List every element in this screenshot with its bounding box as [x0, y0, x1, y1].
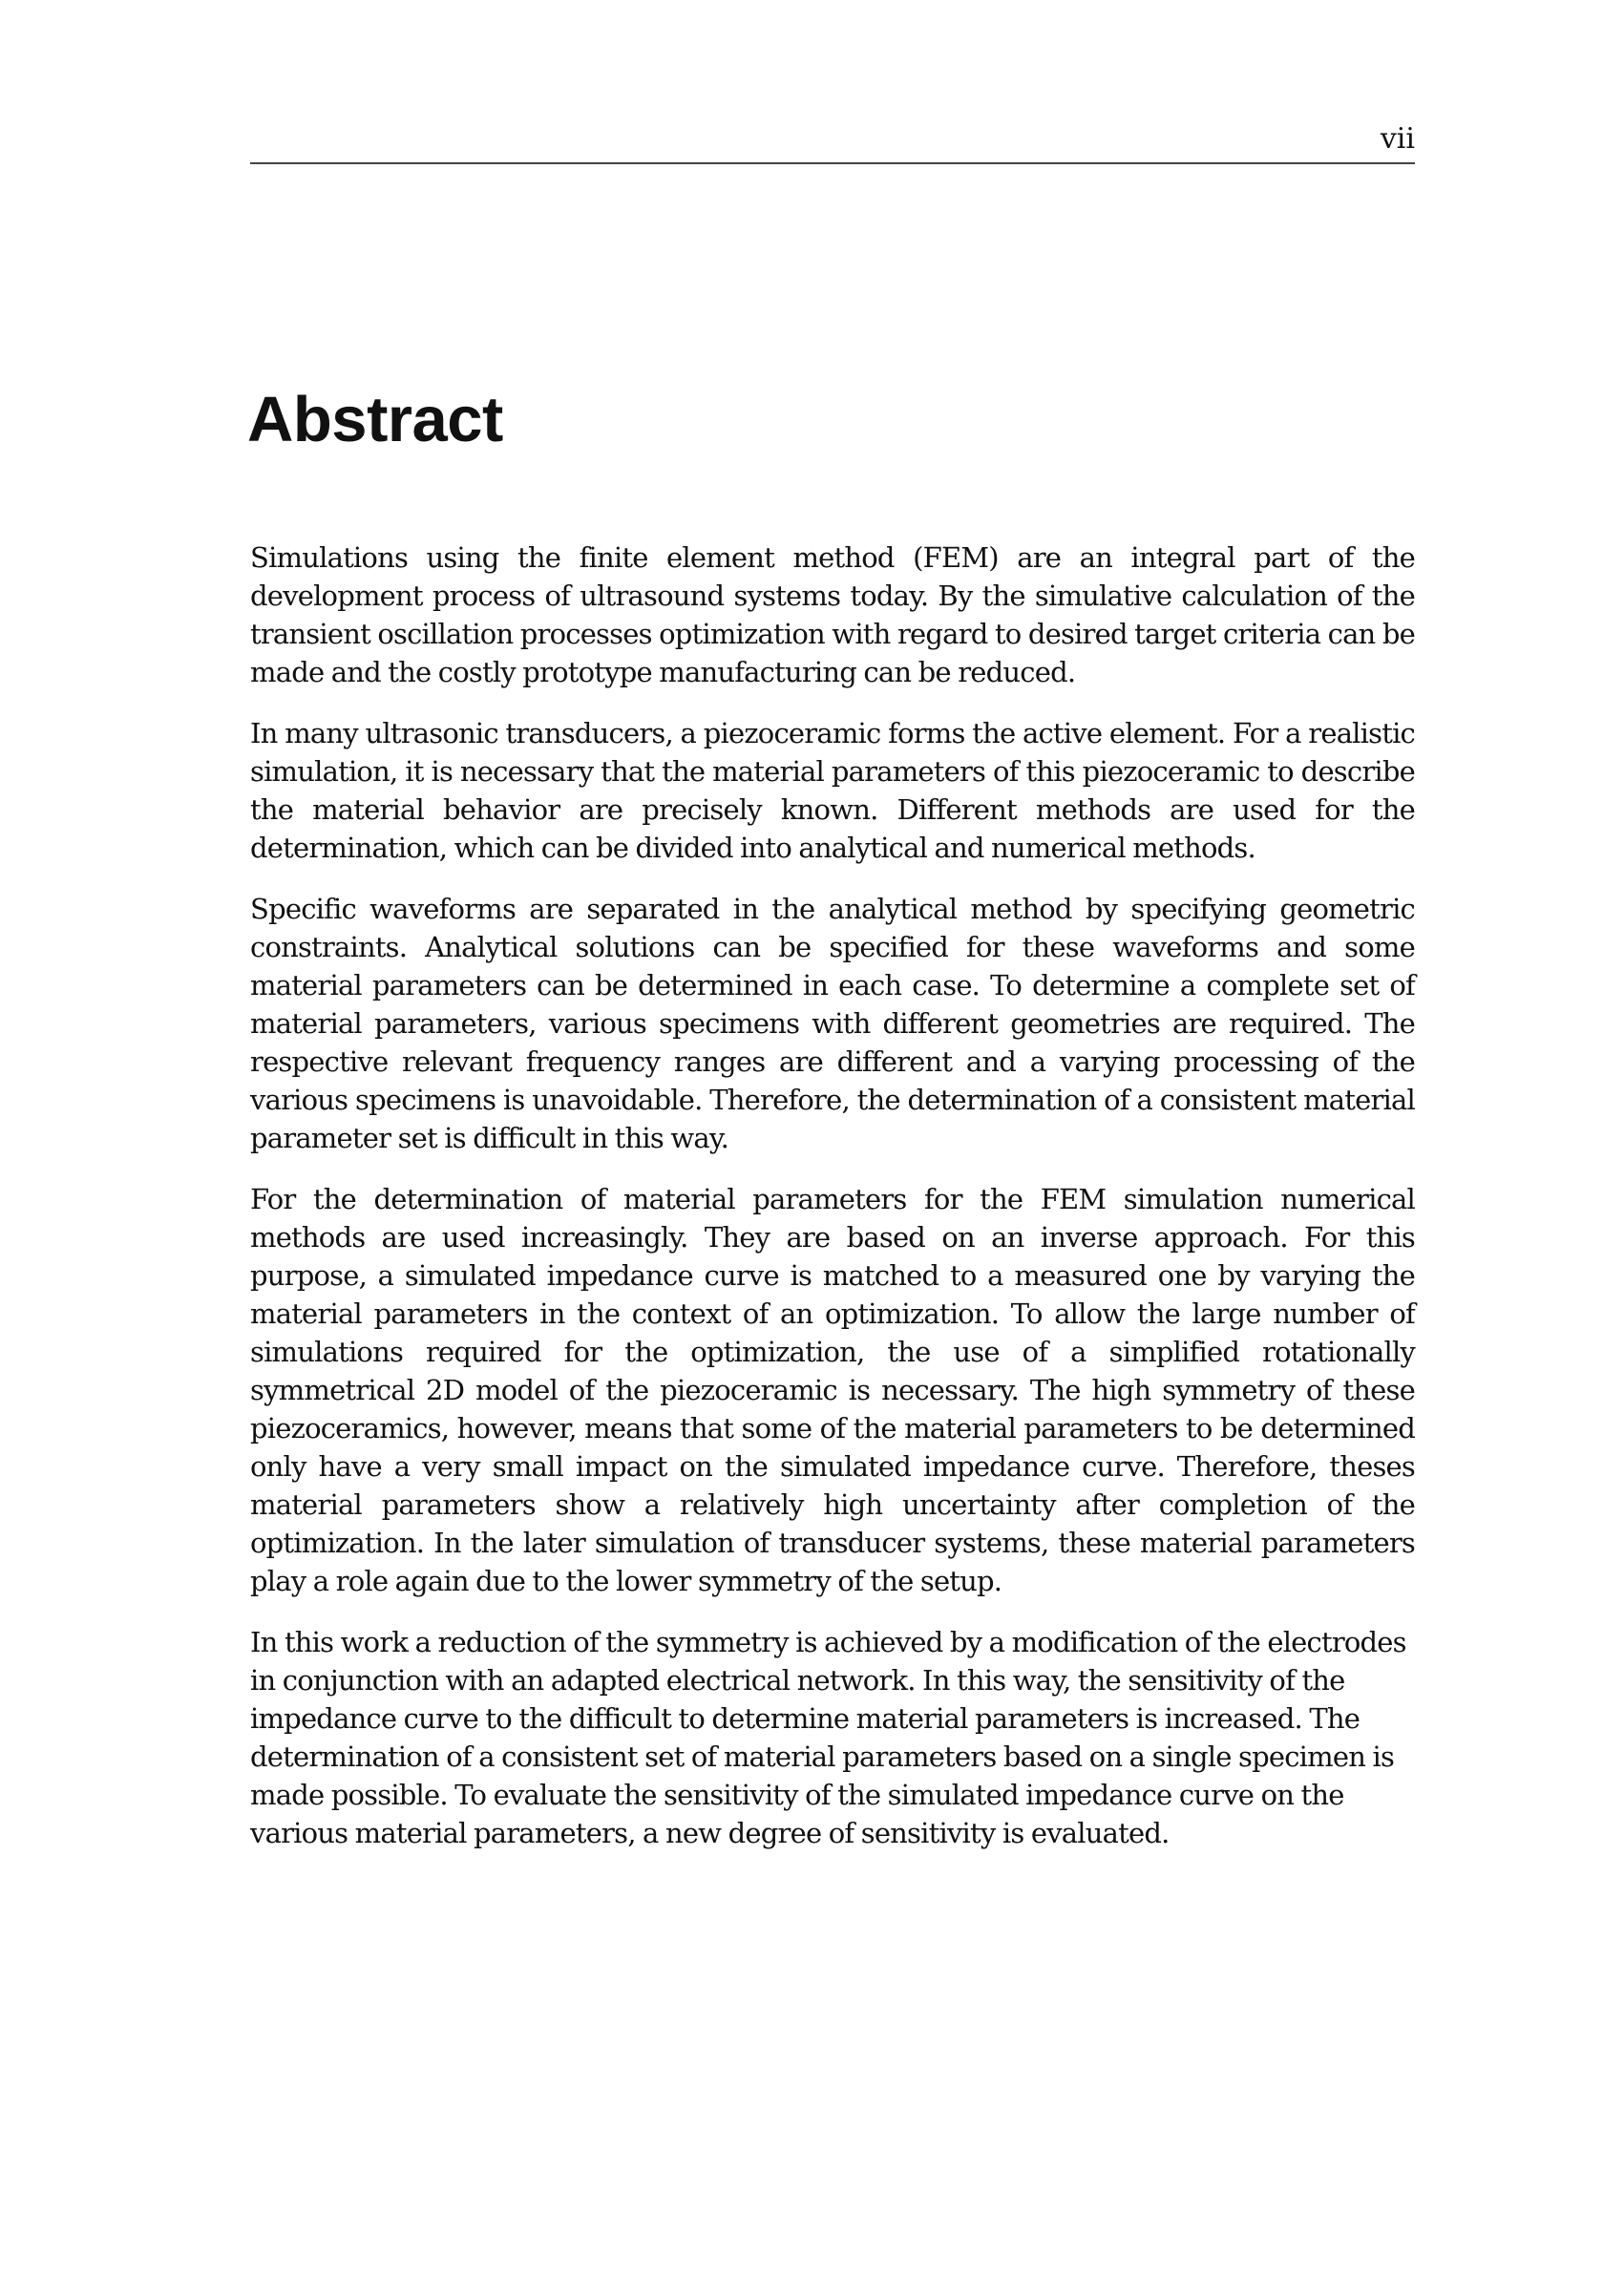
page-number: vii [1380, 122, 1415, 156]
header-rule [250, 162, 1415, 164]
paragraph: Specific waveforms are separated in the analytical method by specifying geometric constraints. Analytical solutions can be specified for these waveforms and some material parameters can be determined in each case. To determine a complete set of material parameters, various specimens with different geometries are required. The respective relevant frequency ranges are different and a varying processing of the various specimens is unavoidable. Therefore, the determination of a consistent material parameter set is difficult in this way. [250, 893, 1415, 1154]
paragraph: For the determination of material parameters for the FEM simulation numerical methods are used increasingly. They are based on an inverse approach. For this purpose, a simulated impedance curve is matched to a measured one by varying the material parameters in the context of an optimization. To allow the large number of simulations required for the optimization, the use of a simplified rotationally symmetrical 2D model of the piezoceramic is necessary. The high symmetry of these piezoceramics, however, means that some of the material parameters to be determined only have a very small impact on the simulated impedance curve. Therefore, theses material parameters show a relatively high uncertainty after completion of the optimization. In the later simulation of transducer systems, these material parameters play a role again due to the lower symmetry of the setup. [250, 1183, 1415, 1597]
paragraph: In many ultrasonic transducers, a piezoceramic forms the active element. For a realistic simulation, it is necessary that the material parameters of this piezoceramic to describe the material behavior are precisely known. Different methods are used for the determination, which can be divided into analytical and numerical methods. [250, 717, 1415, 864]
chapter-title: Abstract [247, 384, 503, 455]
paragraph: Simulations using the finite element method (FEM) are an integral part of the development process of ultrasound systems today. By the simulative calculation of the transient oscillation processes optimization with regard to desired target criteria can be made and the costly prototype manufacturing can be reduced. [250, 541, 1415, 688]
paragraph: In this work a reduction of the symmetry is achieved by a modification of the electrodes in conjunction with an adapted electrical network. In this way, the sensitivity of the impedance curve to the difficult to determine material parameters is increased. The determination of a consistent set of material parameters based on a single specimen is made possible. To evaluate the sensitivity of the simulated impedance curve on the various material parameters, a new degree of sensitivity is evaluated. [250, 1626, 1406, 1849]
abstract-body [250, 538, 1415, 1875]
